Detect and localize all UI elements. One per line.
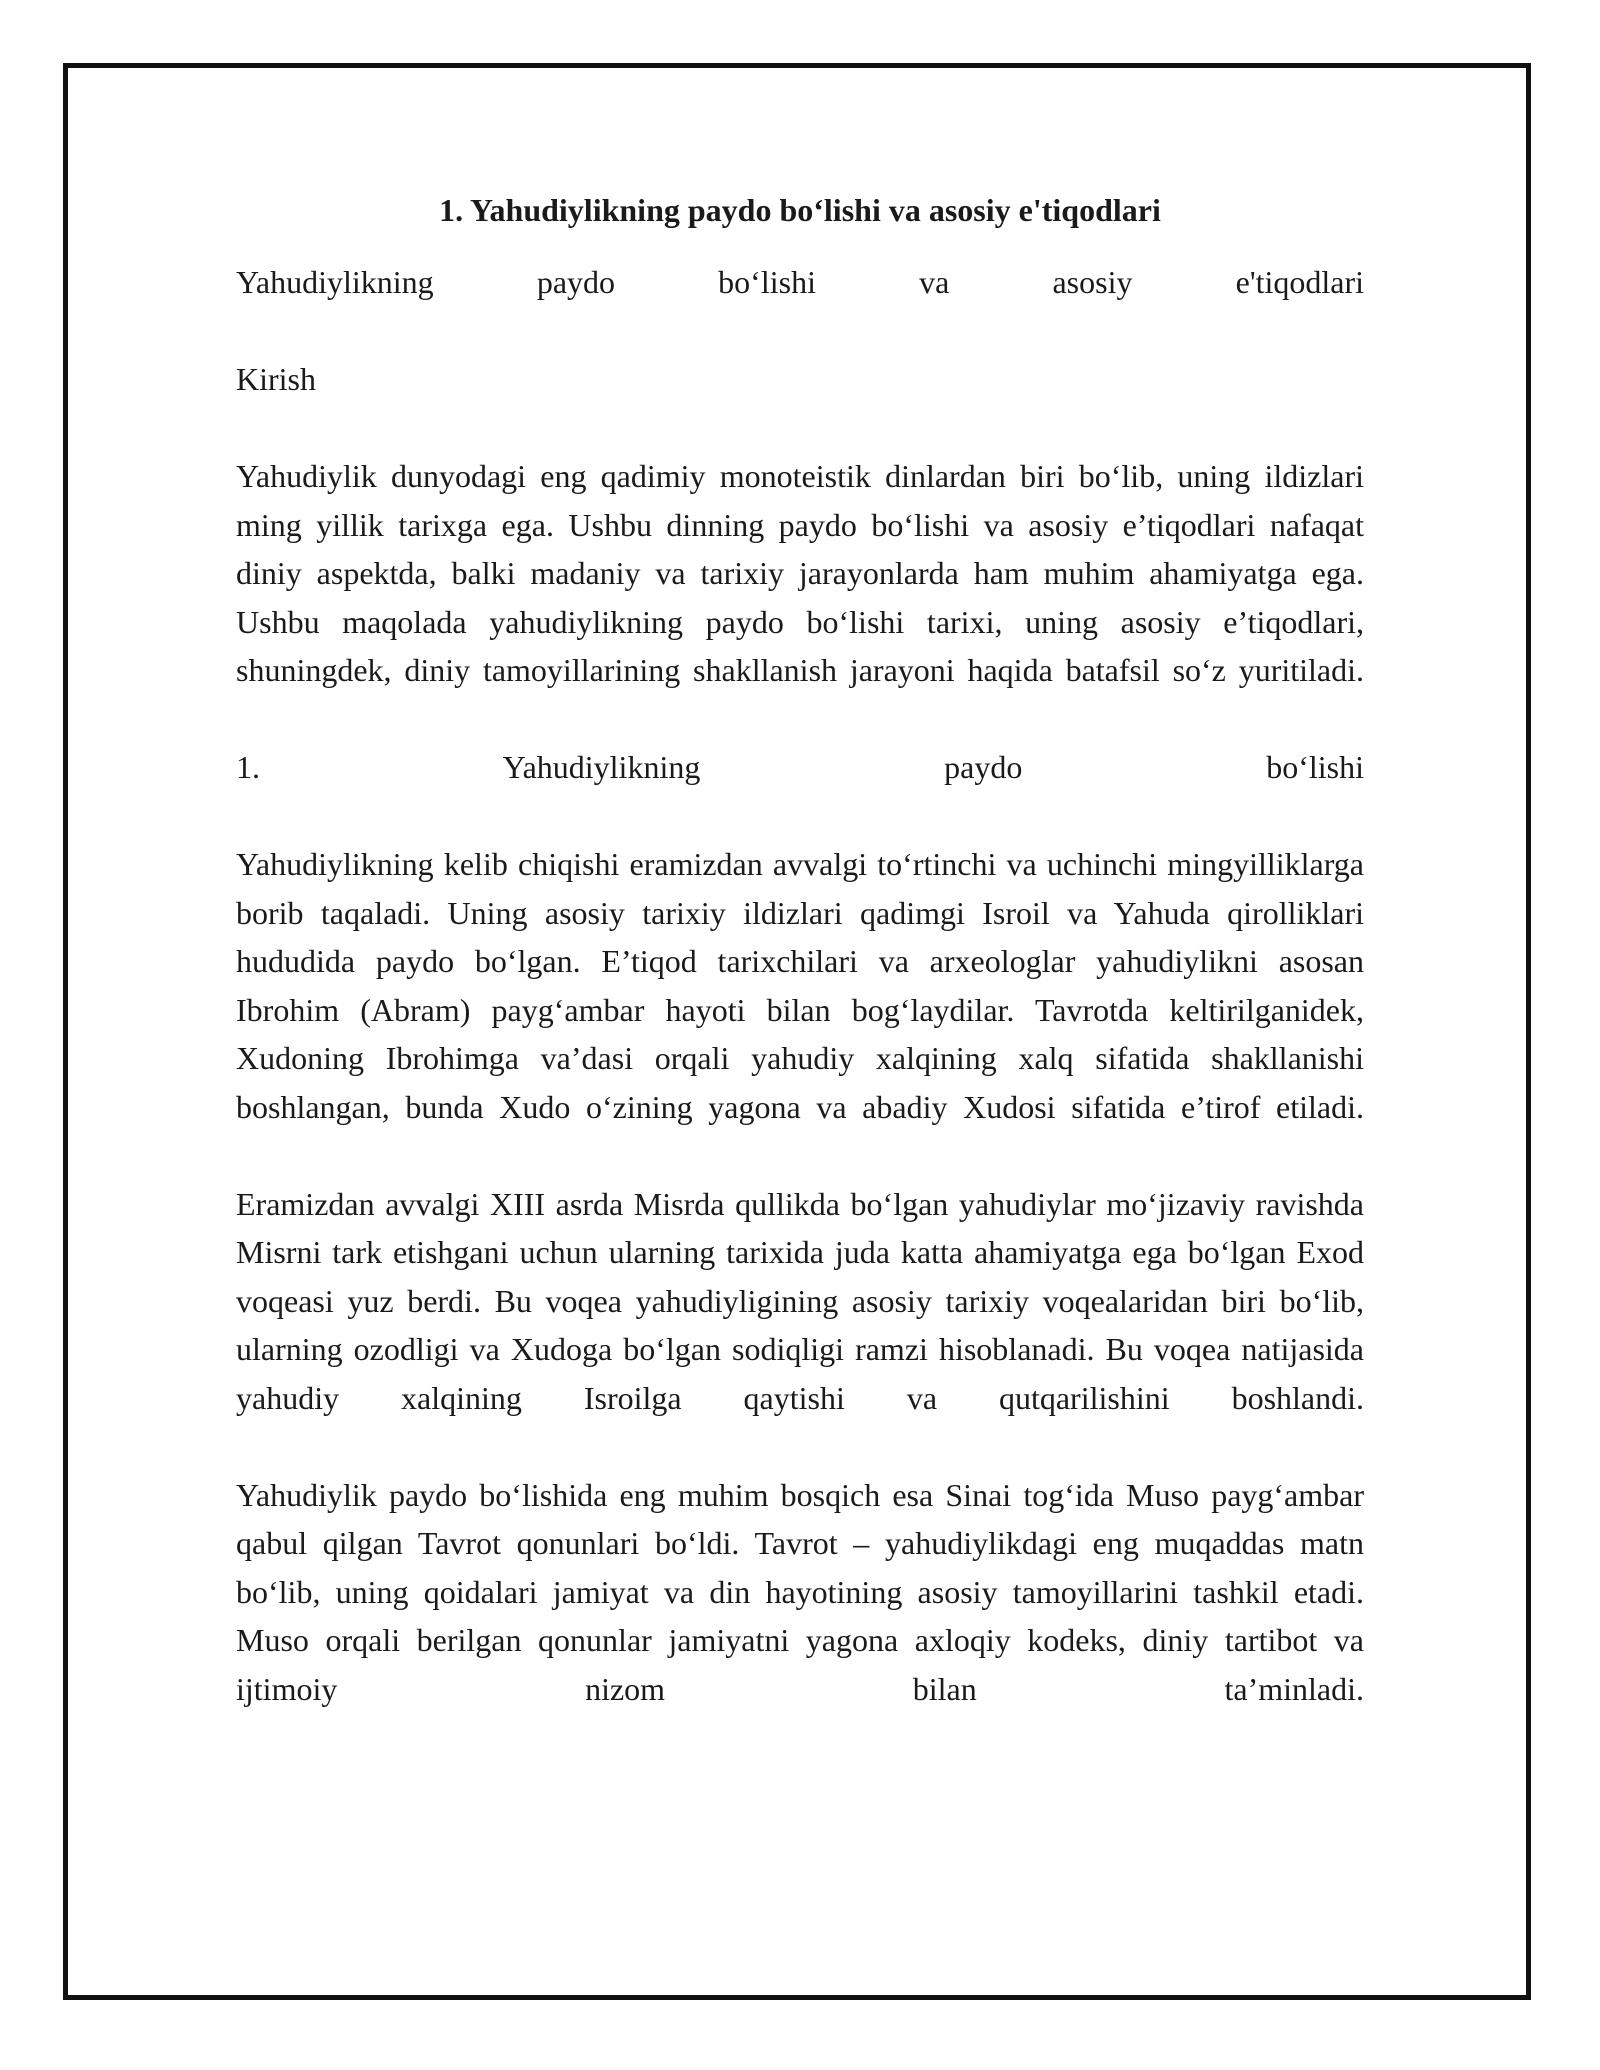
intro-paragraph: Yahudiylik dunyodagi eng qadimiy monoteistik dinlardan biri bo‘lib, uning ildizlari ming yillik tarixga ega. Ushbu dinning paydo bo‘lishi va asosiy e’tiqodlari nafaqat diniy aspektda, balki madaniy va tarixiy jarayonlarda ham muhim ahamiyatga ega. Ushbu maqolada yahudiylikning paydo bo‘lishi tarixi, uning asosiy e’tiqodlari, shuningdek, diniy tamoyillarining shakllanish jarayoni haqida batafsil so‘z yuritiladi. (236, 458, 1364, 688)
section-heading-kirish: Kirish (236, 361, 316, 397)
body-paragraph-sinai: Yahudiylik paydo bo‘lishida eng muhim bosqich esa Sinai tog‘ida Muso payg‘ambar qabul qilgan Tavrot qonunlari bo‘ldi. Tavrot – yahudiylikdagi eng muqaddas matn bo‘lib, uning qoidalari jamiyat va din hayotining asosiy tamoyillarini tashkil etadi. Muso orqali berilgan qonunlar jamiyatni yagona axloqiy kodeks, diniy tartibot va ijtimoiy nizom bilan ta’minladi. (236, 1476, 1364, 1707)
body-paragraph-origins: Yahudiylikning kelib chiqishi eramizdan avvalgi to‘rtinchi va uchinchi mingyilliklarga borib taqaladi. Uning asosiy tarixiy ildizlari qadimgi Isroil va Yahuda qirolliklari hududida paydo bo‘lgan. E’tiqod tarixchilari va arxeologlar yahudiylikni asosan Ibrohim (Abram) payg‘ambar hayoti bilan bog‘laydilar. Tavrotda keltirilganidek, Xudoning Ibrohimga va’dasi orqali yahudiy xalqining xalq sifatida shakllanishi boshlangan, bunda Xudo o‘zining yagona va abadiy Xudosi sifatida e’tirof etiladi. (236, 846, 1364, 1125)
section-heading-1: 1. Yahudiylikning paydo bo‘lishi (236, 749, 1364, 785)
document-title: 1. Yahudiylikning paydo bo‘lishi va asosiy e'tiqodlari (439, 192, 1161, 228)
body-paragraph-exodus: Eramizdan avvalgi XIII asrda Misrda qullikda bo‘lgan yahudiylar mo‘jizaviy ravishda Misrni tark etishgani uchun ularning tarixida juda katta ahamiyatga ega bo‘lgan Exod voqeasi yuz berdi. Bu voqea yahudiyligining asosiy tarixiy voqealaridan biri bo‘lib, ularning ozodligi va Xudoga bo‘lgan sodiqligi ramzi hisoblanadi. Bu voqea natijasida yahudiy xalqining Isroilga qaytishi va qutqarilishini boshlandi. (236, 1185, 1364, 1416)
subtitle-line: Yahudiylikning paydo bo‘lishi va asosiy e'tiqodlari (236, 264, 1364, 300)
document-body (236, 186, 1364, 1713)
